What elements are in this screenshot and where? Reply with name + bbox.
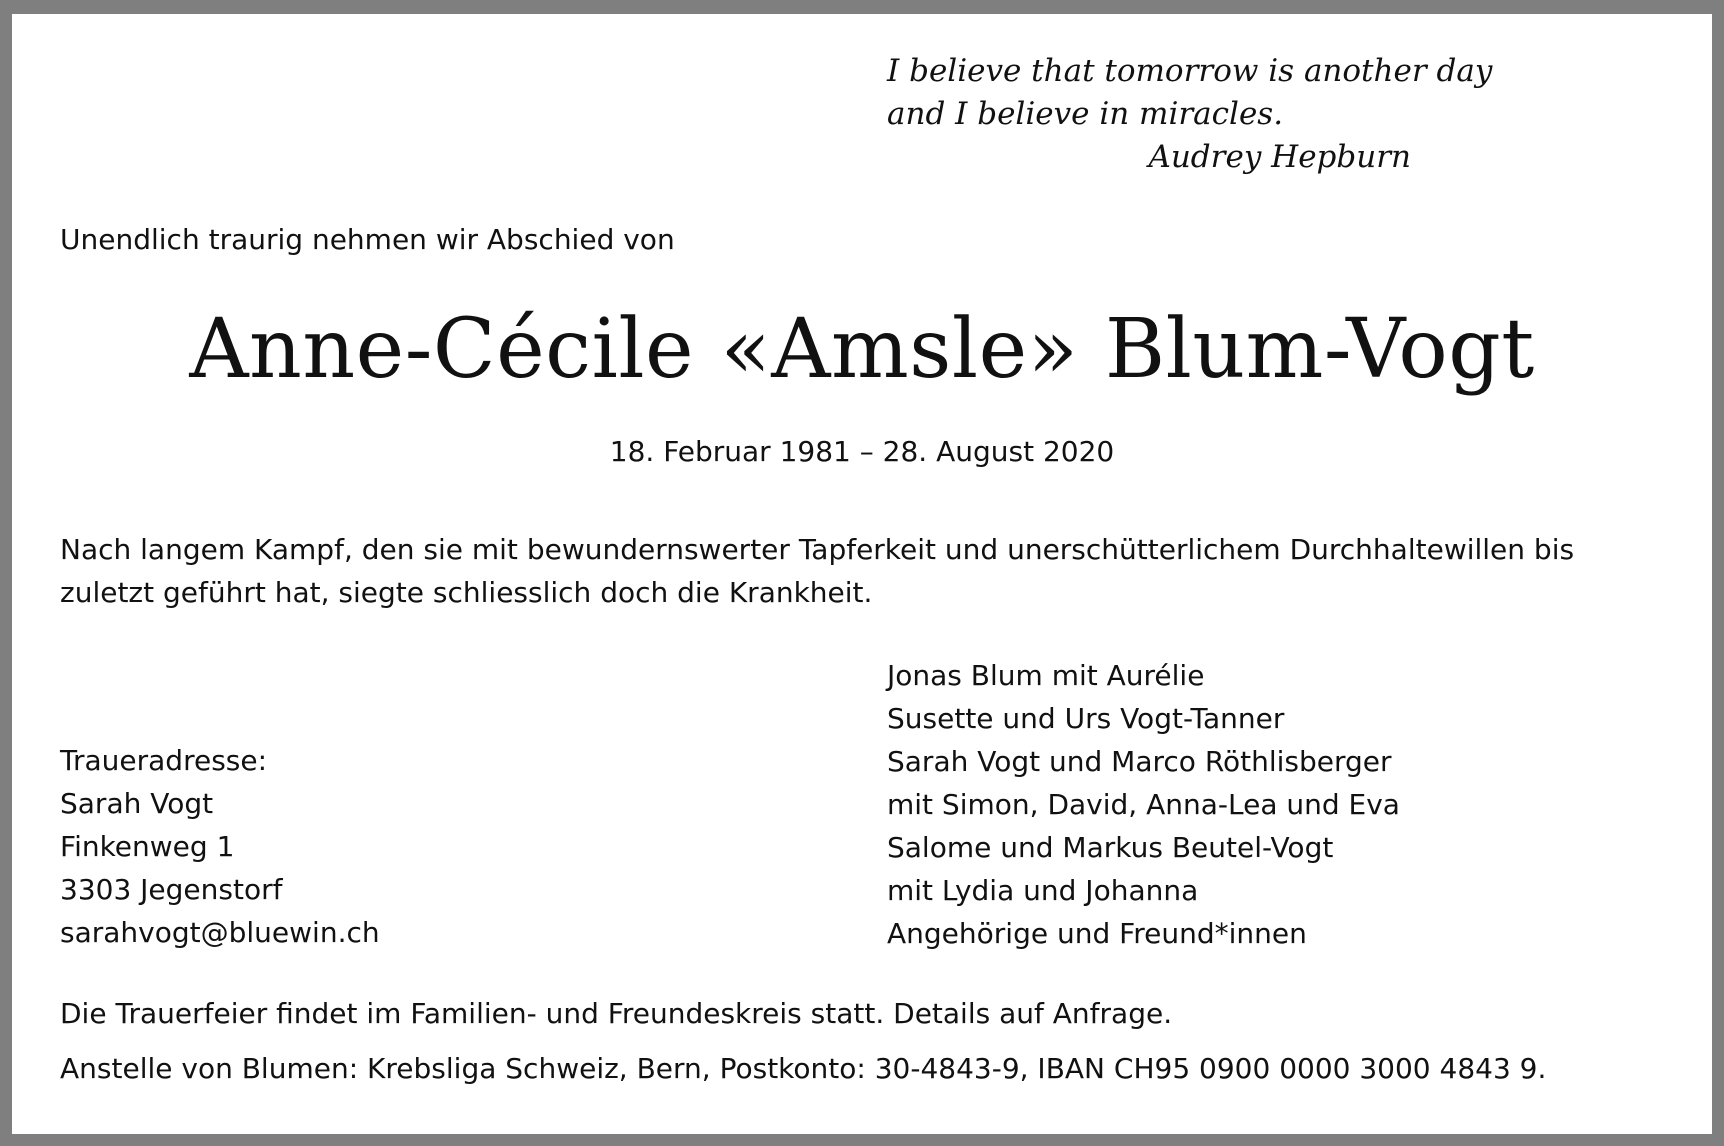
mourning-address [60,739,380,954]
intro-text: Unendlich traurig nehmen wir Abschied von [60,223,675,256]
life-dates: 18. Februar 1981 – 28. August 2020 [609,435,1115,468]
mourner-line: Sarah Vogt und Marco Röthlisberger [887,745,1392,778]
quote-line: and I believe in miracles. [887,96,1284,132]
donation-note: Anstelle von Blumen: Krebsliga Schweiz, Bern, Postkonto: 30-4843-9, IBAN CH95 0900 0000 3000 4843 9. [60,1052,1547,1085]
mourner-line: Susette und Urs Vogt-Tanner [887,702,1285,735]
body-paragraph: Nach langem Kampf, den sie mit bewundernswerter Tapferkeit und unerschütterlichem Durchhaltewillen bis zuletzt geführt hat, siegte schliesslich doch die Krankheit. [60,533,1575,609]
address-line: Finkenweg 1 [60,830,235,863]
mourner-line: mit Lydia und Johanna [887,874,1199,907]
mourner-line: mit Simon, David, Anna-Lea und Eva [887,788,1400,821]
epigraph-quote [887,50,1493,179]
address-line: 3303 Jegenstorf [60,873,283,906]
mourner-line: Angehörige und Freund*innen [887,917,1307,950]
mourners-list [887,654,1400,955]
quote-line: I believe that tomorrow is another day [887,53,1493,89]
address-email: sarahvogt@bluewin.ch [60,916,380,949]
deceased-name: Anne-Cécile «Amsle» Blum-Vogt [189,302,1535,397]
address-line: Sarah Vogt [60,787,214,820]
mourner-line: Jonas Blum mit Aurélie [887,659,1205,692]
obituary-notice [12,14,1712,1134]
mourner-line: Salome und Markus Beutel-Vogt [887,831,1334,864]
quote-author: Audrey Hepburn [1148,139,1411,175]
ceremony-note: Die Trauerfeier findet im Familien- und Freundeskreis statt. Details auf Anfrage. [60,997,1173,1030]
address-label: Traueradresse: [60,744,268,777]
